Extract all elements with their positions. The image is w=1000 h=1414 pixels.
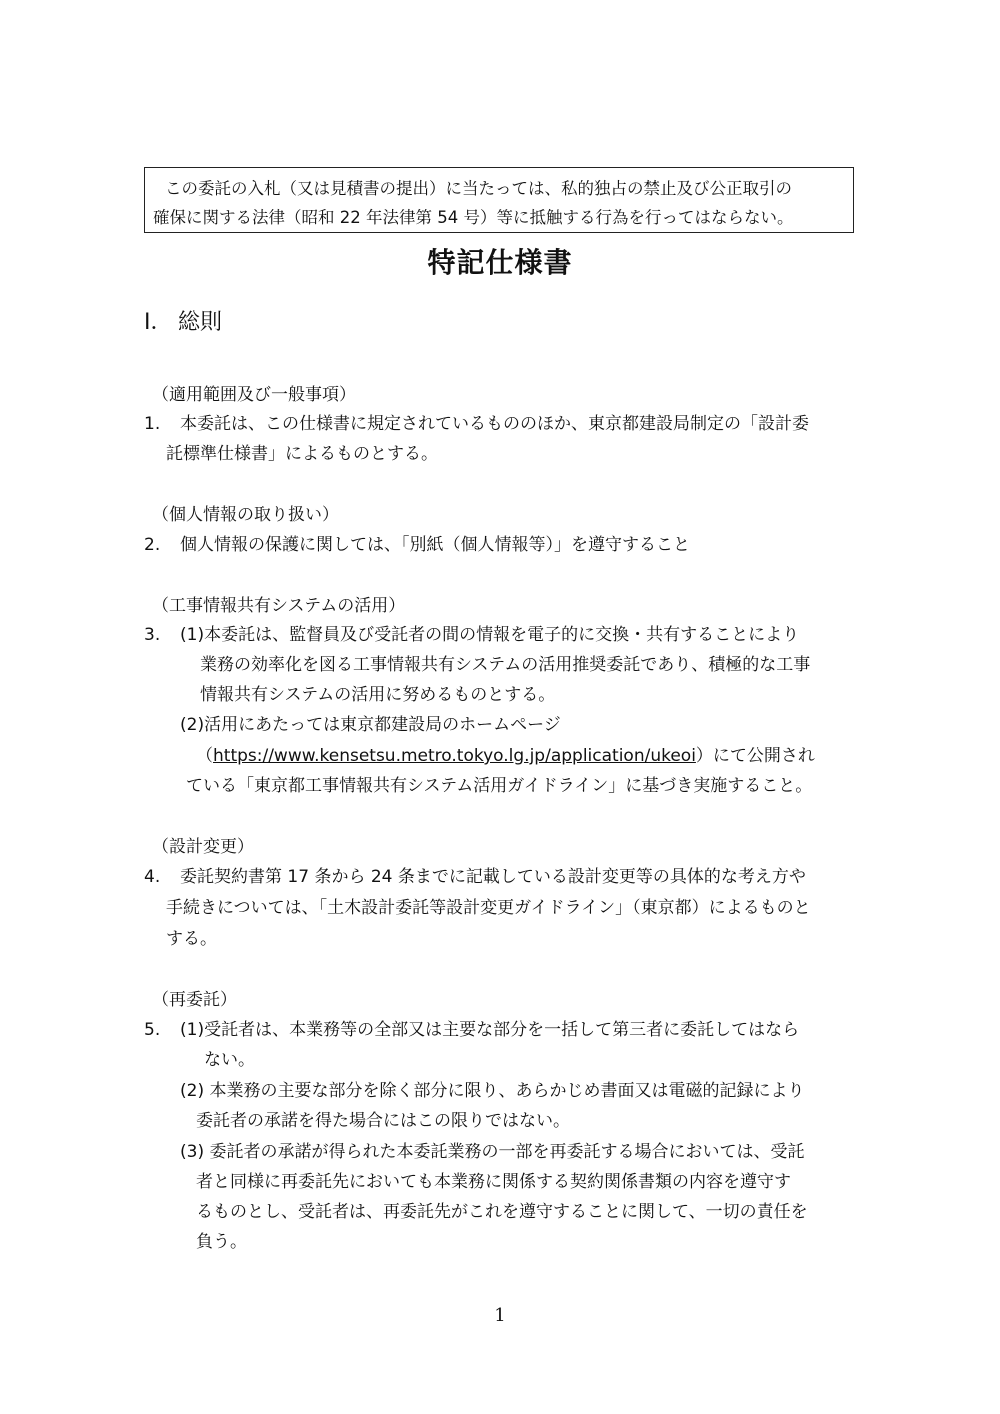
item-3-sub-2-line-3: ている「東京都工事情報共有システム活用ガイドライン」に基づき実施すること。 [186, 776, 813, 796]
item-4-line-3: する。 [166, 929, 217, 949]
item-2-line-1: 個人情報の保護に関しては、「別紙（個人情報等）」を遵守すること [180, 535, 690, 555]
paren-close-text: ）にて公開され [695, 746, 815, 766]
item-1-line-1: 本委託は、この仕様書に規定されているもののほか、東京都建設局制定の「設計委 [180, 414, 809, 434]
item-5-sub-1-line-2: ない。 [204, 1050, 255, 1070]
item-3-sub-1-line-1: (1)本委託は、監督員及び受託者の間の情報を電子的に交換・共有することにより [180, 625, 800, 645]
page-number: 1 [494, 1305, 506, 1326]
item-1-number: 1. [144, 414, 161, 434]
guideline-url-link[interactable]: https://www.kensetsu.metro.tokyo.lg.jp/application/ukeoi [213, 746, 696, 766]
item-5-sub-2-line-2: 委託者の承諾を得た場合にはこの限りではない。 [196, 1111, 570, 1131]
item-4-line-2: 手続きについては、「土木設計委託等設計変更ガイドライン」（東京都）によるものと [166, 898, 811, 918]
item-3-sub-1-line-2: 業務の効率化を図る工事情報共有システムの活用推奨委託であり、積極的な工事 [200, 655, 811, 675]
item-3-sub-2-line-1: (2)活用にあたっては東京都建設局のホームページ [180, 715, 561, 735]
item-3-number: 3. [144, 625, 161, 645]
item-5-sub-3-line-2: 者と同様に再委託先においても本業務に関係する契約関係書類の内容を遵守す [196, 1172, 791, 1192]
item-4-number: 4. [144, 867, 161, 887]
item-1-line-2: 託標準仕様書」によるものとする。 [166, 444, 438, 464]
item-5-sub-3-line-4: 負う。 [196, 1232, 247, 1252]
section-label: 総則 [178, 310, 223, 335]
item-3-sub-1-line-3: 情報共有システムの活用に努めるものとする。 [200, 685, 556, 705]
item-4-heading: （設計変更） [152, 837, 254, 857]
item-4-line-1: 委託契約書第 17 条から 24 条までに記載している設計変更等の具体的な考え方や [180, 867, 806, 887]
item-1-heading: （適用範囲及び一般事項） [152, 385, 356, 405]
item-3-sub-2-line-2 [196, 741, 815, 771]
item-5-heading: （再委託） [152, 990, 237, 1010]
item-5-sub-3-line-3: るものとし、受託者は、再委託先がこれを遵守することに関して、一切の責任を [196, 1202, 808, 1222]
notice-line-1: この委託の入札（又は見積書の提出）に当たっては、私的独占の禁止及び公正取引の [165, 179, 792, 198]
notice-line-2: 確保に関する法律（昭和 22 年法律第 54 号）等に抵触する行為を行ってはならない。 [153, 208, 794, 227]
item-5-sub-1-line-1: (1)受託者は、本業務等の全部又は主要な部分を一括して第三者に委託してはなら [180, 1020, 800, 1040]
item-5-sub-2-line-1: (2) 本業務の主要な部分を除く部分に限り、あらかじめ書面又は電磁的記録により [180, 1081, 805, 1101]
item-2-heading: （個人情報の取り扱い） [152, 505, 339, 525]
paren-open: （ [196, 746, 213, 766]
item-3-heading: （工事情報共有システムの活用） [152, 596, 406, 616]
section-number: Ⅰ． [144, 310, 173, 335]
item-5-sub-3-line-1: (3) 委託者の承諾が得られた本委託業務の一部を再委託する場合においては、受託 [180, 1142, 805, 1162]
item-5-number: 5. [144, 1020, 161, 1040]
notice-box [144, 167, 854, 233]
document-title: 特記仕様書 [427, 246, 573, 279]
section-heading [144, 305, 222, 336]
item-2-number: 2. [144, 535, 161, 555]
